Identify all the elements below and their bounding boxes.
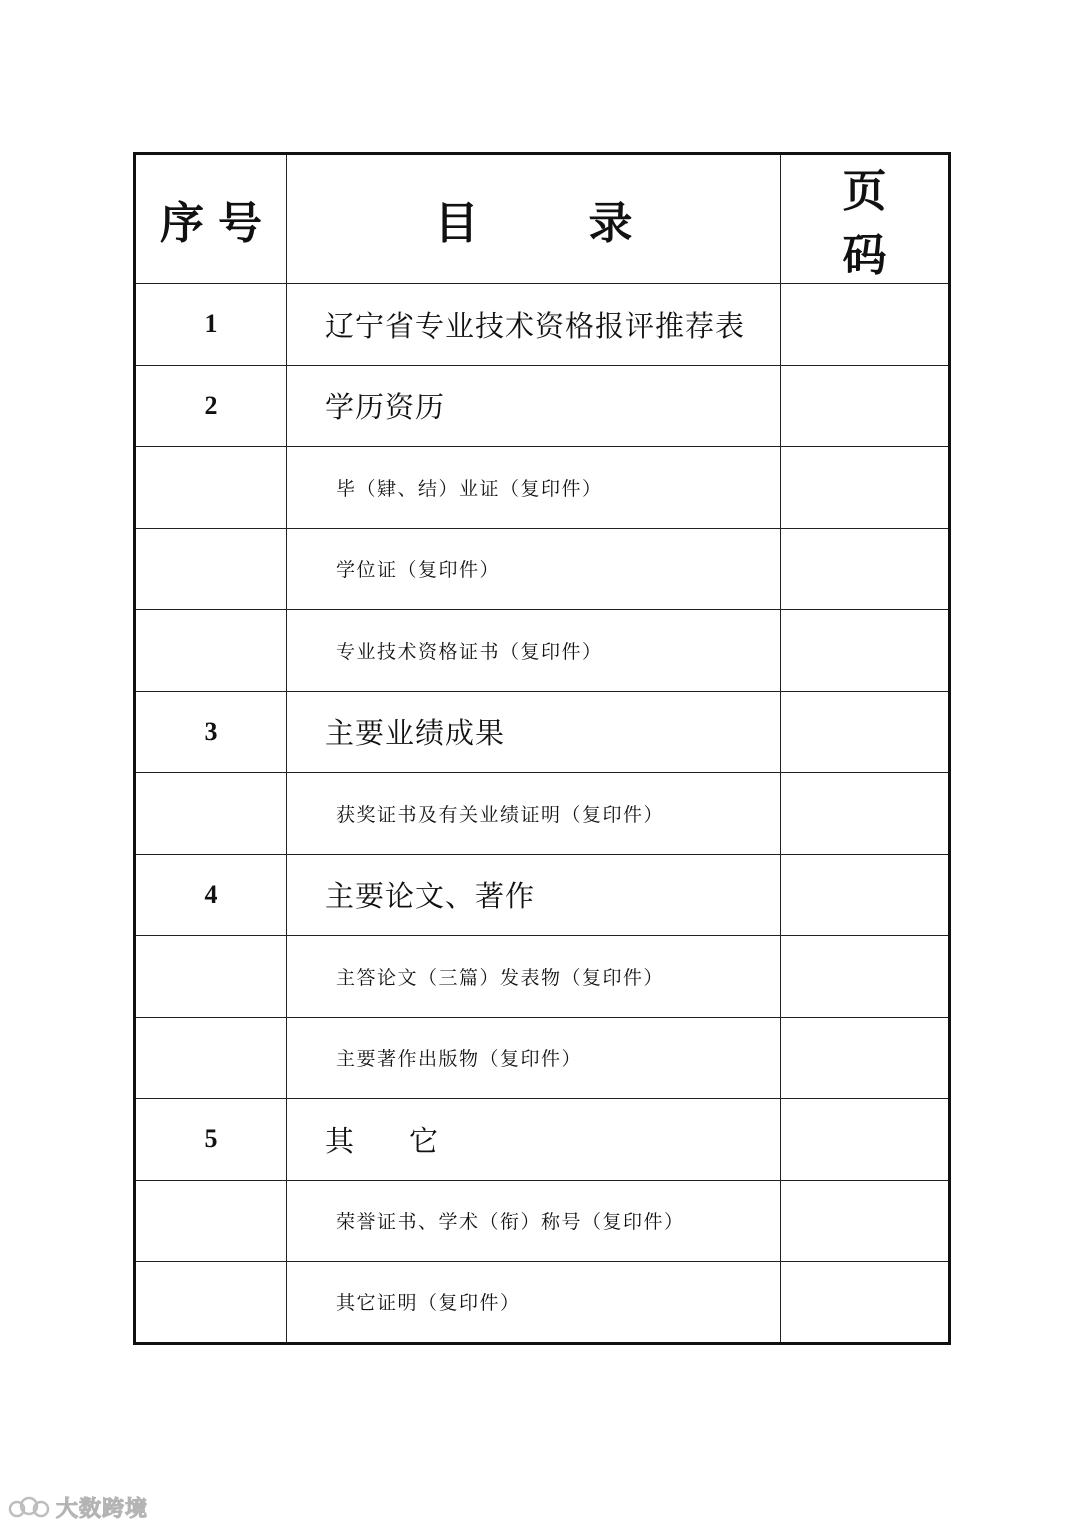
row-subtitle: 专业技术资格证书（复印件） — [287, 610, 781, 692]
row-page — [781, 1017, 950, 1099]
row-page — [781, 528, 950, 610]
table-row — [135, 284, 950, 366]
row-title: 主要业绩成果 — [287, 691, 781, 773]
row-subtitle: 荣誉证书、学术（衔）称号（复印件） — [287, 1180, 781, 1262]
row-seq — [135, 528, 287, 610]
table-row — [135, 1262, 950, 1344]
row-seq: 4 — [135, 854, 287, 936]
table-row — [135, 610, 950, 692]
header-row — [135, 154, 950, 284]
row-subtitle: 其它证明（复印件） — [287, 1262, 781, 1344]
header-page: 页码 — [781, 154, 950, 284]
table-row — [135, 528, 950, 610]
brand-logo-icon — [8, 1492, 50, 1522]
row-seq — [135, 610, 287, 692]
row-page — [781, 447, 950, 529]
row-page — [781, 1262, 950, 1344]
row-subtitle: 毕（肄、结）业证（复印件） — [287, 447, 781, 529]
header-seq: 序号 — [135, 154, 287, 284]
toc-table — [133, 152, 951, 1345]
table-row — [135, 1180, 950, 1262]
table-row — [135, 1099, 950, 1181]
row-seq: 3 — [135, 691, 287, 773]
row-page — [781, 854, 950, 936]
row-page — [781, 773, 950, 855]
table-row — [135, 691, 950, 773]
table-row — [135, 773, 950, 855]
row-page — [781, 1099, 950, 1181]
table-row — [135, 936, 950, 1018]
row-title: 其它 — [287, 1099, 781, 1181]
row-seq — [135, 447, 287, 529]
row-seq: 5 — [135, 1099, 287, 1181]
row-title: 主要论文、著作 — [287, 854, 781, 936]
watermark — [8, 1490, 148, 1524]
header-title: 目录 — [287, 154, 781, 284]
row-page — [781, 610, 950, 692]
table-row — [135, 1017, 950, 1099]
row-subtitle: 主要著作出版物（复印件） — [287, 1017, 781, 1099]
row-page — [781, 691, 950, 773]
row-subtitle: 获奖证书及有关业绩证明（复印件） — [287, 773, 781, 855]
table-row — [135, 854, 950, 936]
row-page — [781, 936, 950, 1018]
row-seq — [135, 1180, 287, 1262]
table-row — [135, 447, 950, 529]
row-title: 学历资历 — [287, 365, 781, 447]
row-page — [781, 365, 950, 447]
row-seq — [135, 1262, 287, 1344]
row-seq: 2 — [135, 365, 287, 447]
row-seq: 1 — [135, 284, 287, 366]
row-title: 辽宁省专业技术资格报评推荐表 — [287, 284, 781, 366]
row-seq — [135, 1017, 287, 1099]
row-subtitle: 学位证（复印件） — [287, 528, 781, 610]
row-page — [781, 1180, 950, 1262]
row-seq — [135, 773, 287, 855]
row-subtitle: 主答论文（三篇）发表物（复印件） — [287, 936, 781, 1018]
watermark-text: 大数跨境 — [56, 1496, 149, 1522]
row-page — [781, 284, 950, 366]
row-seq — [135, 936, 287, 1018]
table-row — [135, 365, 950, 447]
